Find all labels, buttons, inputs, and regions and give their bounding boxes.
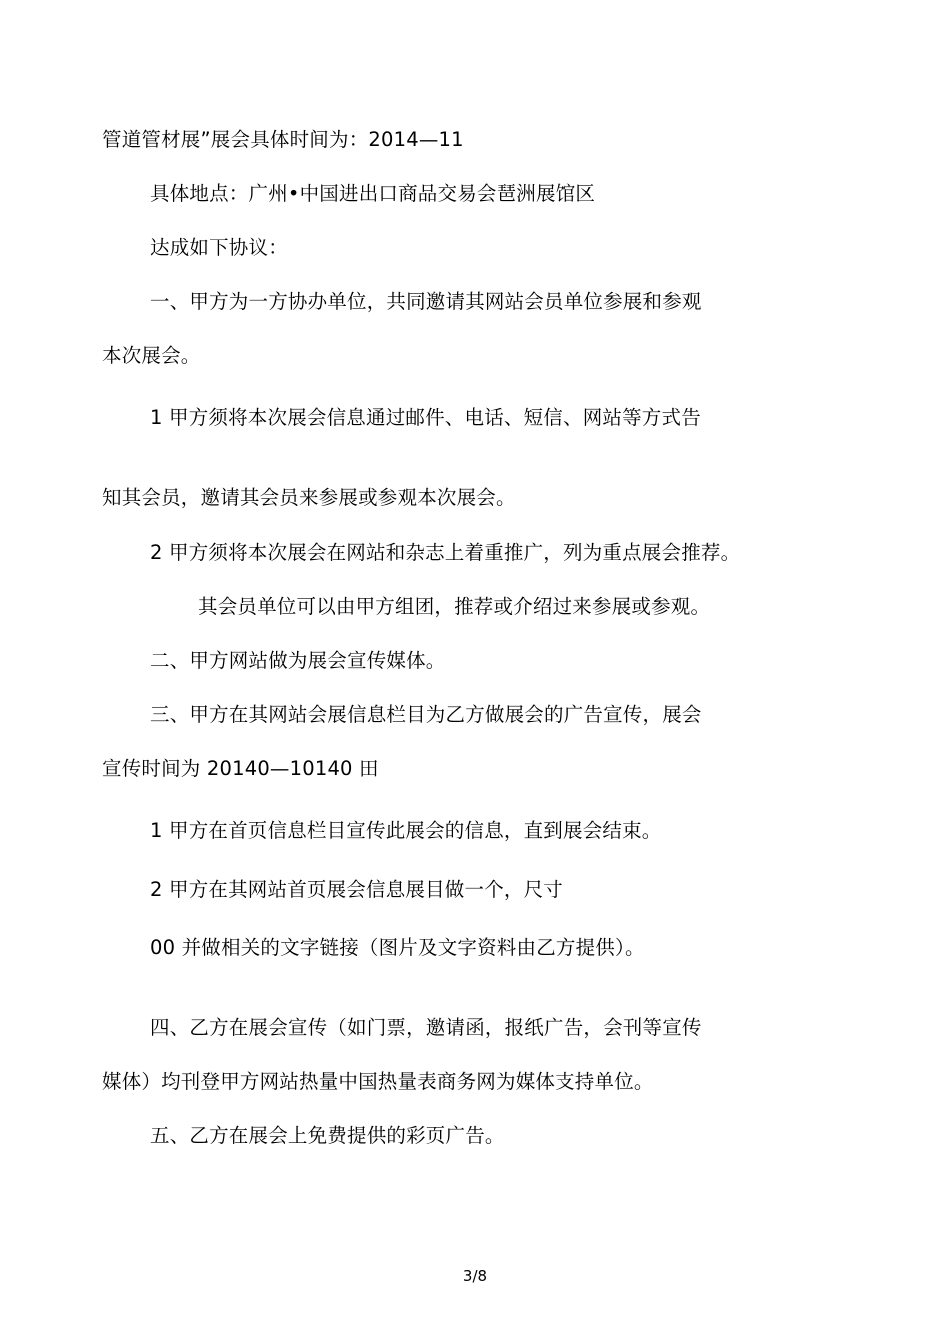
text-line: 本次展会。 <box>102 344 201 367</box>
text-line: 具体地点：广州•中国进出口商品交易会琶洲展馆区 <box>150 182 596 205</box>
text-line: 二、甲方网站做为展会宣传媒体。 <box>150 649 446 672</box>
text-line: 四、乙方在展会宣传（如门票，邀请函，报纸广告，会刊等宣传 <box>150 1016 702 1039</box>
text-line: 达成如下协议： <box>150 236 288 259</box>
text-line: 宣传时间为 20140—10140 田 <box>102 757 379 780</box>
text-line: 一、甲方为一方协办单位，共同邀请其网站会员单位参展和参观 <box>150 290 702 313</box>
text-line: 2 甲方须将本次展会在网站和杂志上着重推广，列为重点展会推荐。 <box>150 541 741 564</box>
text-line: 五、乙方在展会上免费提供的彩页广告。 <box>150 1124 505 1147</box>
text-line: 其会员单位可以由甲方组团，推荐或介绍过来参展或参观。 <box>198 595 711 618</box>
page-number: 3/8 <box>462 1267 488 1285</box>
text-line: 知其会员，邀请其会员来参展或参观本次展会。 <box>102 486 516 509</box>
text-line: 1 甲方在首页信息栏目宣传此展会的信息，直到展会结束。 <box>150 819 662 842</box>
text-line: 1 甲方须将本次展会信息通过邮件、电话、短信、网站等方式告 <box>150 406 701 429</box>
text-line: 00 并做相关的文字链接（图片及文字资料由乙方提供）。 <box>150 936 645 959</box>
text-line: 管道管材展”展会具体时间为：2014—11 <box>102 128 464 151</box>
text-line: 媒体）均刊登甲方网站热量中国热量表商务网为媒体支持单位。 <box>102 1070 654 1093</box>
text-line: 三、甲方在其网站会展信息栏目为乙方做展会的广告宣传，展会 <box>150 703 702 726</box>
text-line: 2 甲方在其网站首页展会信息展目做一个，尺寸 <box>150 878 564 901</box>
